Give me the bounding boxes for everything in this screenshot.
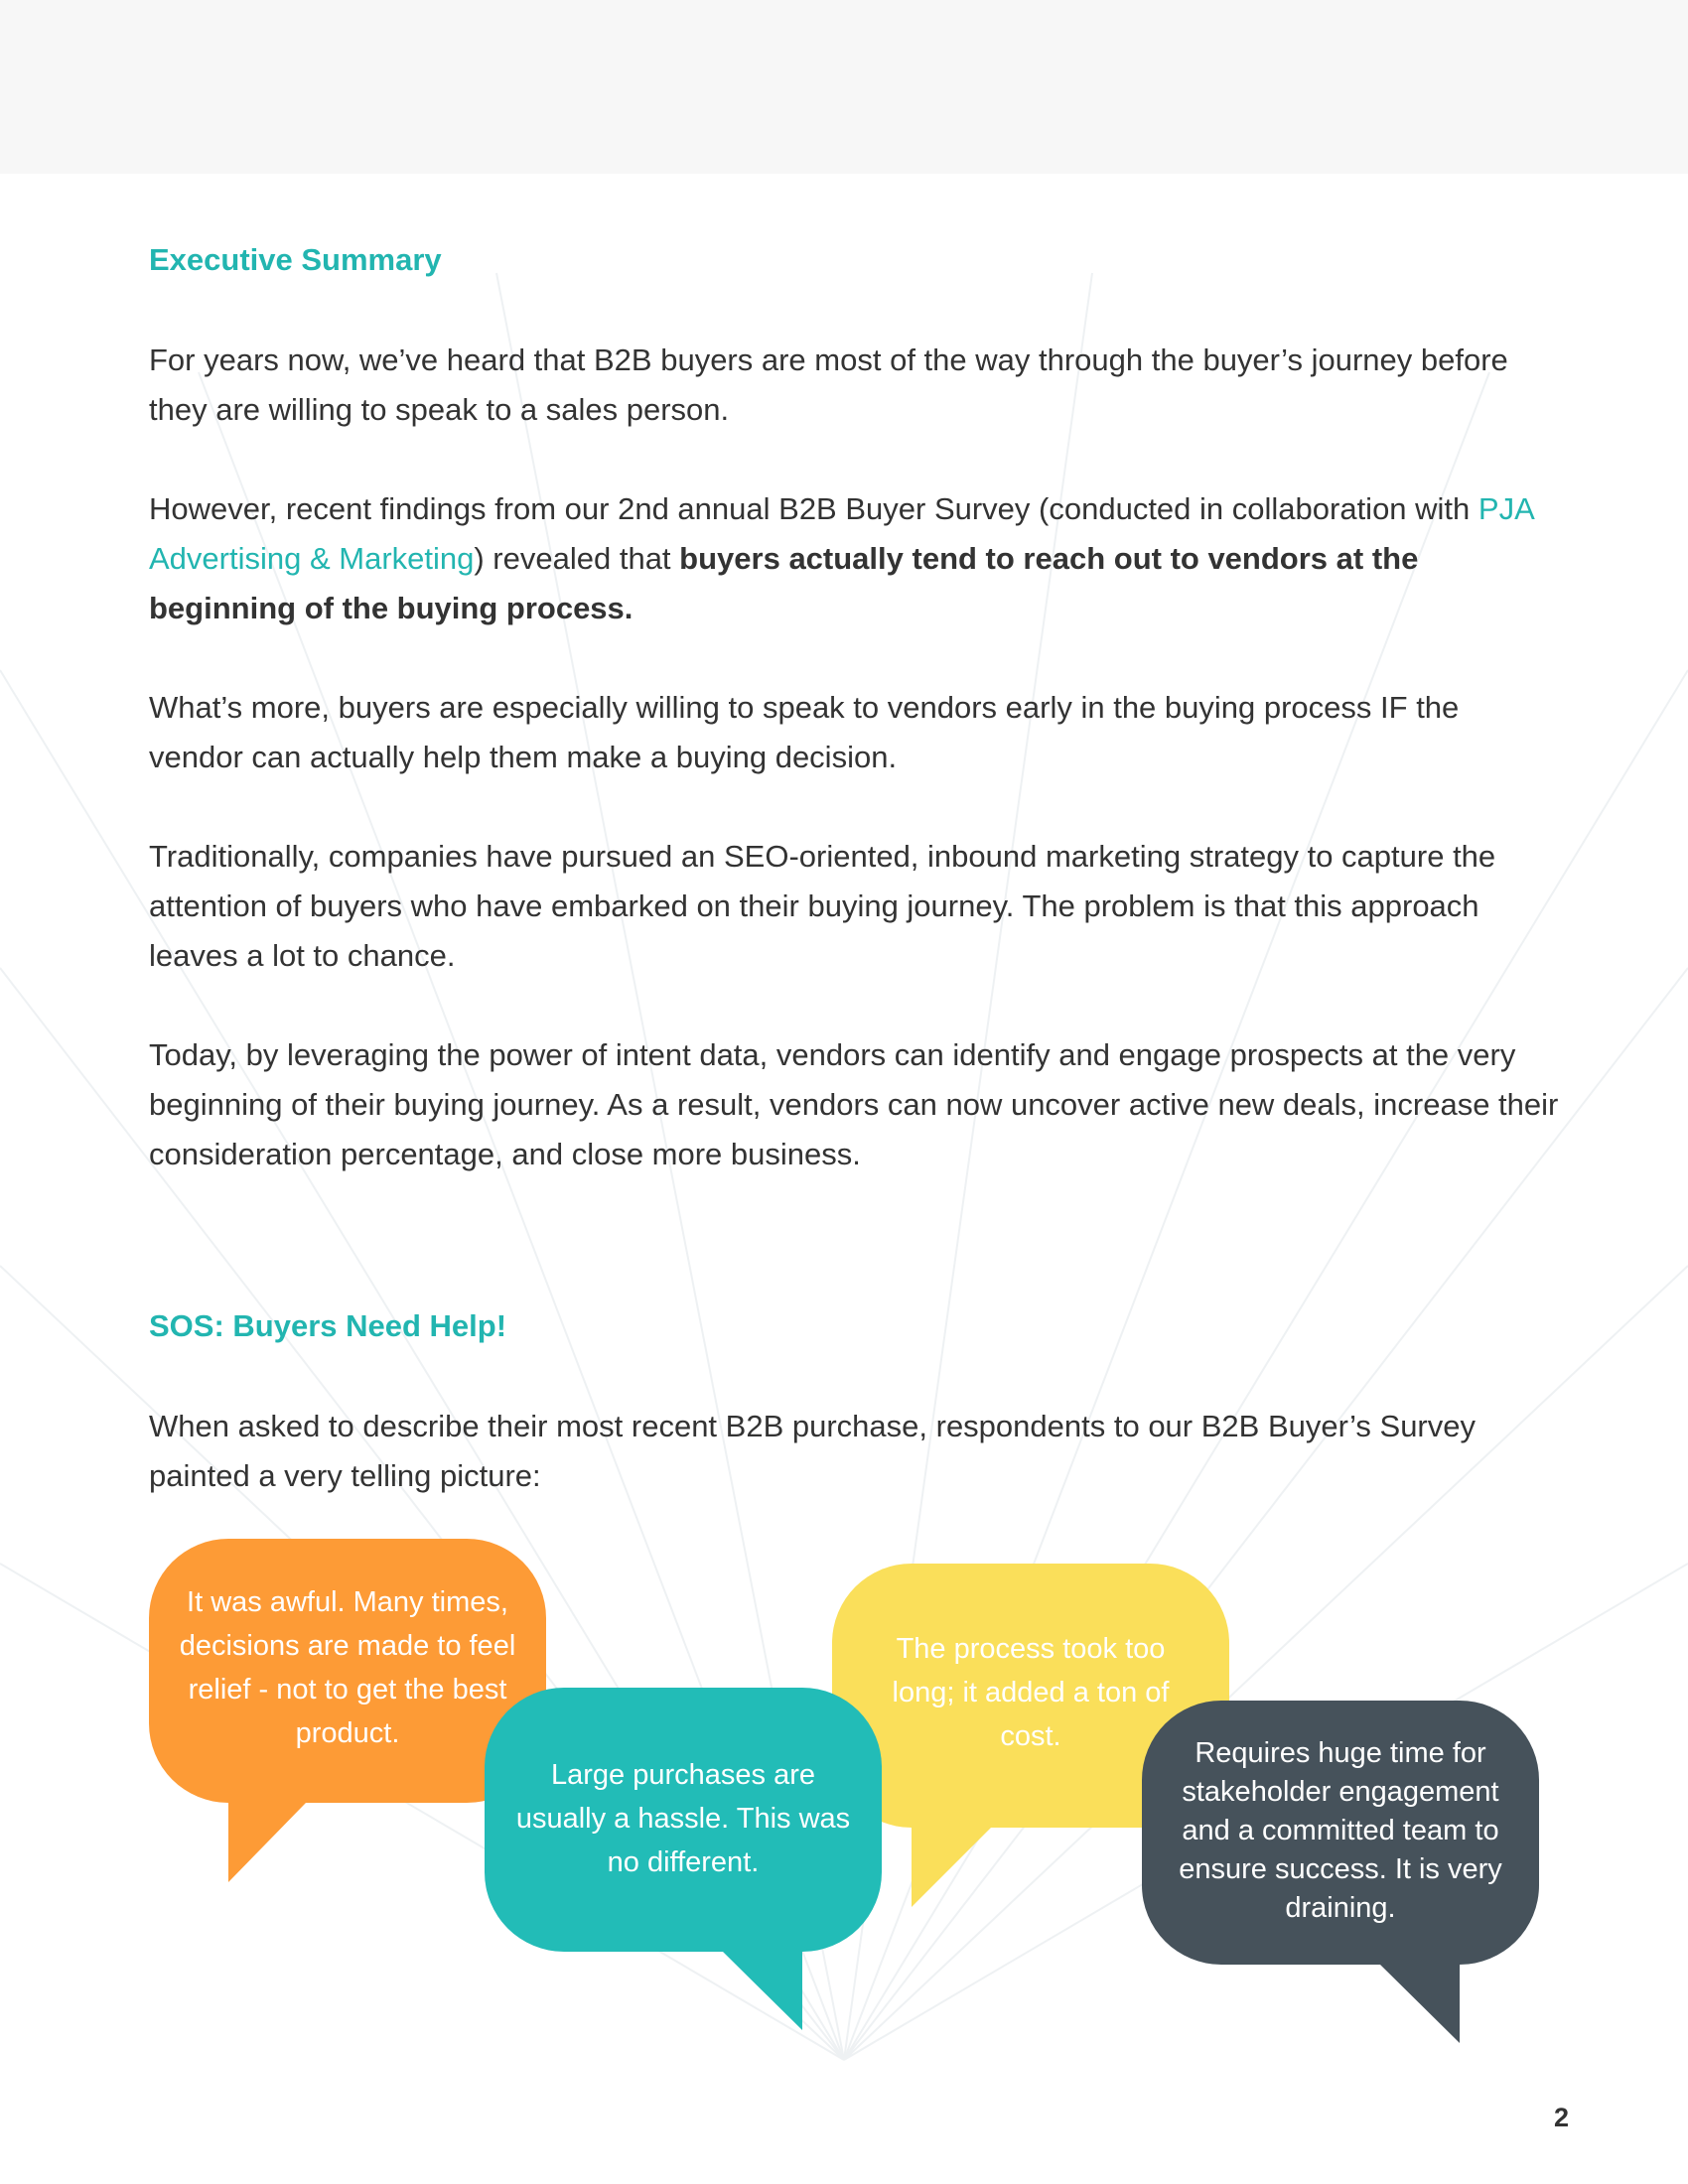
paragraph-1: For years now, we’ve heard that B2B buyers are most of the way through the buyer’s journey before they are willing to speak to a sales person. <box>149 342 1508 427</box>
paragraph-2 <box>149 484 1559 633</box>
quote-bubble-4 <box>1142 1701 1539 2043</box>
paragraph-4: Traditionally, companies have pursued an SEO-oriented, inbound marketing strategy to capture the attention of buyers who have embarked on their buying journey. The problem is that this approach leaves a lot to chance. <box>149 839 1496 973</box>
paragraph-2-bold: buyers actually tend to reach out to vendors at the beginning of the buying process. <box>149 541 1419 625</box>
paragraph-2-start: However, recent findings from our 2nd annual B2B Buyer Survey (conducted in collaboration with <box>149 491 1478 526</box>
quote-text-3: The process took too long; it added a ton of cost. <box>892 1633 1170 1752</box>
quote-bubble-2 <box>485 1688 882 2030</box>
paragraph-3: What’s more, buyers are especially willing to speak to vendors early in the buying process IF the vendor can actually help them make a buying decision. <box>149 690 1460 774</box>
section-heading-sos: SOS: Buyers Need Help! <box>149 1308 507 1343</box>
paragraph-5: Today, by leveraging the power of intent data, vendors can identify and engage prospects at the very beginning of their buying journey. As a result, vendors can now uncover active new deals, increase their consideration percentage, and close more business. <box>149 1037 1559 1171</box>
quote-text-4: Requires huge time for stakeholder engagement and a committed team to ensure success. It is very draining. <box>1179 1737 1502 1924</box>
paragraph-sos: When asked to describe their most recent B2B purchase, respondents to our B2B Buyer’s Survey painted a very telling picture: <box>149 1409 1476 1493</box>
quote-text-1: It was awful. Many times, decisions are made to feel relief - not to get the best product. <box>179 1586 516 1749</box>
page-number: 2 <box>1553 2103 1569 2132</box>
top-band <box>0 0 1688 174</box>
pja-link[interactable]: PJA Advertising & Marketing <box>149 491 1534 576</box>
quote-text-2: Large purchases are usually a hassle. This was no different. <box>515 1759 851 1878</box>
paragraph-2-mid: ) revealed that <box>474 541 680 576</box>
section-heading-executive-summary: Executive Summary <box>149 242 442 277</box>
